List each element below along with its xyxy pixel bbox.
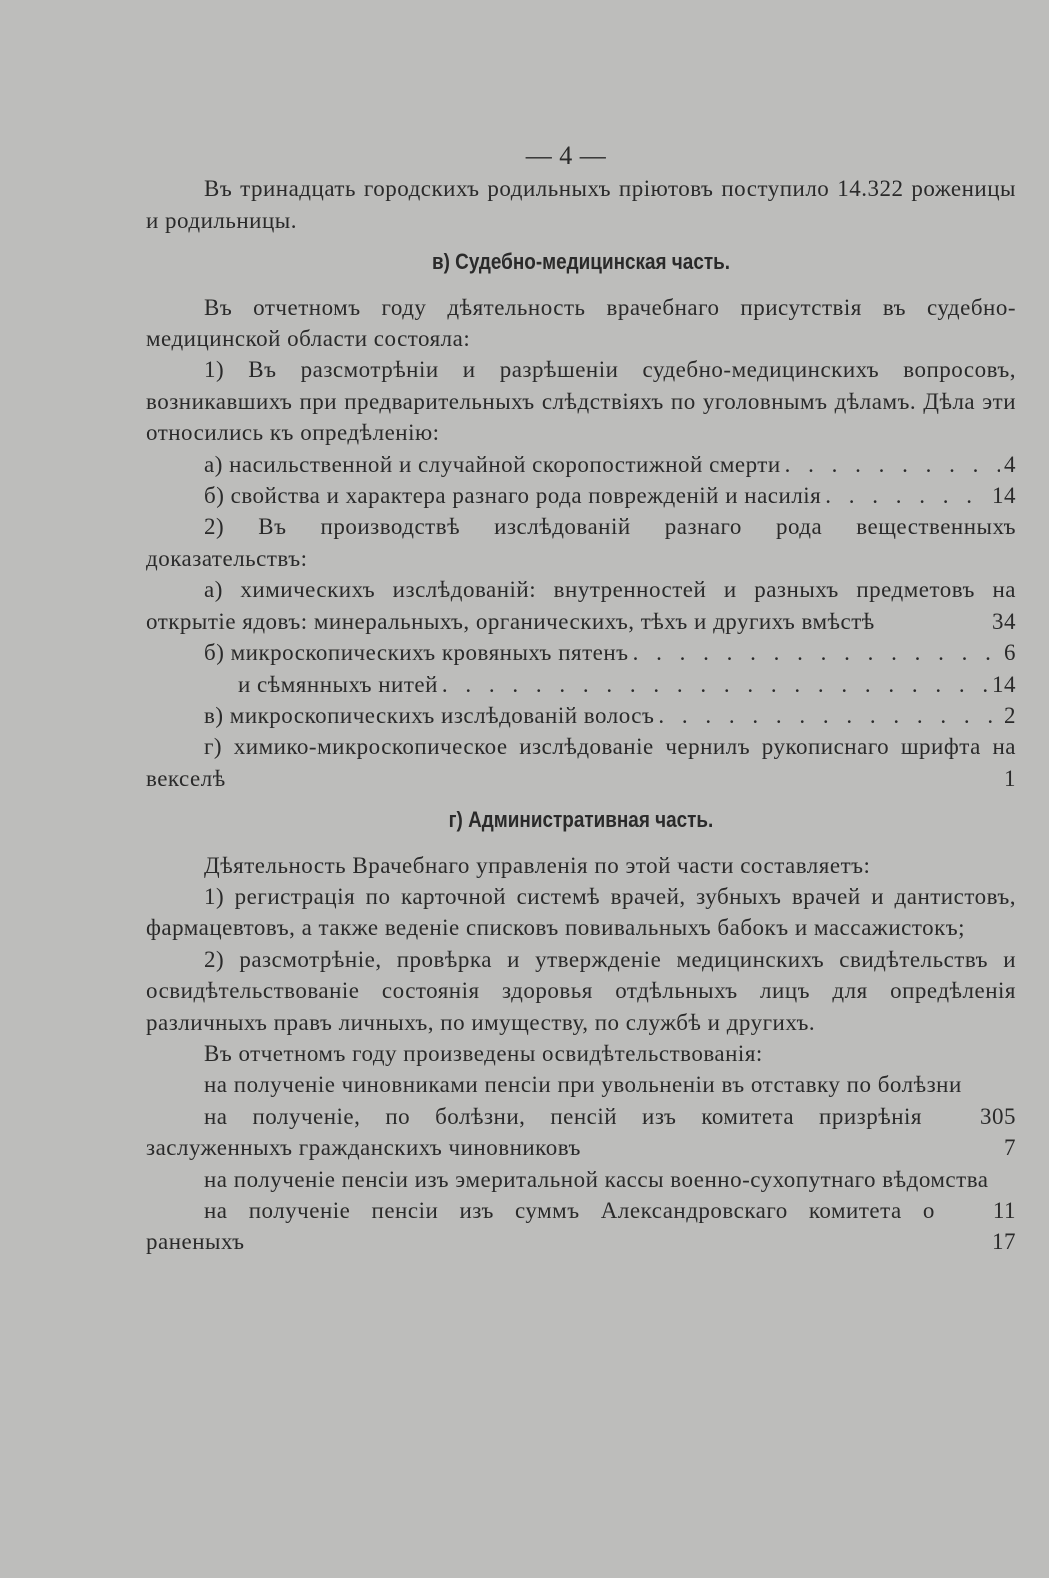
leader-dots — [633, 637, 1000, 668]
entry-count: 7 — [1004, 1135, 1016, 1161]
entry-wounded-pension — [146, 1195, 1016, 1258]
entry-label: в) микроскопическихъ изслѣдованій волосъ — [204, 702, 655, 728]
page-number: — 4 — — [525, 141, 607, 170]
entry-chemical — [146, 574, 1016, 637]
text-body — [146, 140, 1016, 1258]
section-g-paragraph-3: 2) разсмотрѣніе, провѣрка и утвержденіе медицинскихъ свидѣтельствъ и освидѣтельствованіе состоянія здоровья отдѣльныхъ лицъ для опредѣленія различныхъ правъ личныхъ, по имуществу, по службѣ и другихъ. — [146, 946, 1016, 1035]
leader-dots — [785, 449, 1000, 480]
entry-count: 34 — [992, 608, 1016, 634]
entry-count: 11 — [992, 1198, 1016, 1223]
section-g-heading: г) Административная часть. — [448, 807, 714, 833]
section-g-paragraph-2: 1) регистрація по карточной системѣ врачей, зубныхъ врачей и дантистовъ, фармацевтовъ, а также веденіе списковъ повивальныхъ бабокъ и массажистокъ; — [146, 883, 1016, 941]
entry-ink — [146, 731, 1016, 794]
leader-dots — [658, 700, 1000, 731]
entry-label: б) свойства и характера разнаго рода поврежденій и насилія — [204, 483, 822, 509]
entry-semen — [146, 669, 1016, 700]
entry-label: и сѣмянныхъ нитей — [238, 671, 438, 697]
entry-blood-stains — [146, 637, 1016, 668]
entry-injuries — [146, 480, 1016, 511]
entry-violent-death — [146, 449, 1016, 480]
entry-count: 14 — [992, 483, 1016, 509]
entry-count: 305 — [980, 1103, 1016, 1129]
section-v-heading: в) Судебно-медицинская часть. — [431, 249, 730, 275]
entry-officials-pension — [146, 1069, 1016, 1129]
entry-label: на полученіе, по болѣзни, пенсій изъ комитета призрѣнія заслуженныхъ гражданскихъ чиновниковъ — [146, 1103, 922, 1161]
entry-label: г) химико-микроскопическое изслѣдованіе чернилъ рукописнаго шрифта на векселѣ — [146, 734, 1016, 791]
leader-dots — [442, 669, 988, 700]
entry-label: на полученіе пенсіи изъ суммъ Александровскаго комитета о раненыхъ — [146, 1198, 935, 1255]
section-v-paragraph-2: 1) Въ разсмотрѣніи и разрѣшеніи судебно-медицинскихъ вопросовъ, возникавшихъ при предварительныхъ слѣдствіяхъ по уголовнымъ дѣламъ. Дѣла эти относились къ опредѣленію: — [146, 357, 1016, 446]
entry-label: на полученіе чиновниками пенсіи при увольненіи въ отставку по болѣзни — [204, 1072, 962, 1098]
section-v-paragraph-1: Въ отчетномъ году дѣятельность врачебнаго присутствія въ судебно-медицинской области состояла: — [146, 294, 1016, 352]
entry-count: 6 — [1004, 640, 1016, 666]
entry-count: 2 — [1004, 702, 1016, 728]
intro-paragraph: Въ тринадцать городскихъ родильныхъ пріютовъ поступило 14.322 роженицы и родильницы. — [146, 176, 1016, 233]
section-g-paragraph-4: Въ отчетномъ году произведены освидѣтельствованія: — [204, 1040, 763, 1066]
entry-count: 4 — [1004, 451, 1016, 477]
entry-label: а) насильственной и случайной скоропостижной смерти — [204, 451, 781, 477]
entry-count: 1 — [1004, 765, 1016, 791]
entry-count: 17 — [992, 1229, 1016, 1255]
leader-dots — [825, 480, 988, 511]
section-v-paragraph-3: 2) Въ производствѣ изслѣдованій разнаго рода вещественныхъ доказательствъ: — [146, 514, 1016, 571]
entry-military-pension — [146, 1164, 1016, 1223]
entry-label: на полученіе пенсіи изъ эмеритальной кассы военно-сухопутнаго вѣдомства — [204, 1166, 989, 1192]
entry-label: б) микроскопическихъ кровяныхъ пятенъ — [204, 640, 629, 666]
entry-hair — [146, 700, 1016, 731]
entry-label: а) химическихъ изслѣдованій: внутренностей и разныхъ предметовъ на открытіе ядовъ: минеральныхъ, органическихъ, тѣхъ и другихъ вмѣстѣ — [146, 577, 1016, 634]
entry-committee-pension — [146, 1101, 1016, 1164]
entry-count: 14 — [992, 671, 1016, 697]
section-g-paragraph-1: Дѣятельность Врачебнаго управленія по этой части составляетъ: — [204, 852, 871, 878]
